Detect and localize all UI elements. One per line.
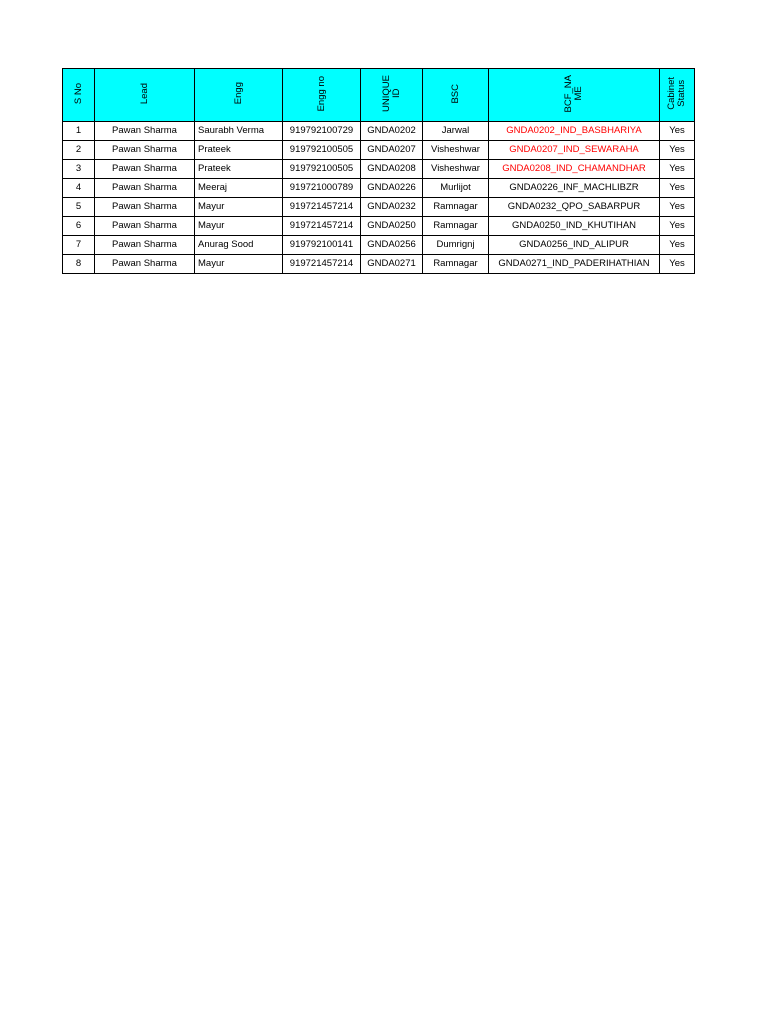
cell-unique-id: GNDA0202 — [361, 122, 423, 141]
header-engg: Engg — [195, 69, 283, 122]
cell-cabinet-status: Yes — [660, 255, 695, 274]
cell-bcf-name: GNDA0250_IND_KHUTIHAN — [489, 217, 660, 236]
table-body — [63, 122, 695, 274]
cell-engg: Anurag Sood — [195, 236, 283, 255]
cell-engg-no: 919721457214 — [283, 217, 361, 236]
cell-lead: Pawan Sharma — [95, 179, 195, 198]
cell-engg-no: 919721000789 — [283, 179, 361, 198]
cell-unique-id: GNDA0232 — [361, 198, 423, 217]
cell-bcf-name: GNDA0271_IND_PADERIHATHIAN — [489, 255, 660, 274]
table-row — [63, 122, 695, 141]
header-bcf-name: BCF_NA ME — [489, 69, 660, 122]
cell-engg-no: 919792100505 — [283, 141, 361, 160]
cell-bsc: Jarwal — [423, 122, 489, 141]
cell-cabinet-status: Yes — [660, 198, 695, 217]
header-engg-no: Engg no — [283, 69, 361, 122]
cell-engg: Mayur — [195, 217, 283, 236]
cell-bcf-name: GNDA0232_QPO_SABARPUR — [489, 198, 660, 217]
cell-bcf-name: GNDA0208_IND_CHAMANDHAR — [489, 160, 660, 179]
cell-unique-id: GNDA0256 — [361, 236, 423, 255]
cell-cabinet-status: Yes — [660, 179, 695, 198]
cell-bcf-name: GNDA0256_IND_ALIPUR — [489, 236, 660, 255]
header-lead: Lead — [95, 69, 195, 122]
header-unique-id: UNIQUE ID — [361, 69, 423, 122]
cell-engg: Prateek — [195, 141, 283, 160]
table-row — [63, 141, 695, 160]
cell-sno: 4 — [63, 179, 95, 198]
cell-lead: Pawan Sharma — [95, 198, 195, 217]
header-cabinet-status: Cabinet Status — [660, 69, 695, 122]
cell-cabinet-status: Yes — [660, 236, 695, 255]
cell-cabinet-status: Yes — [660, 141, 695, 160]
cell-sno: 3 — [63, 160, 95, 179]
cell-unique-id: GNDA0207 — [361, 141, 423, 160]
cell-bcf-name: GNDA0226_INF_MACHLIBZR — [489, 179, 660, 198]
table-row — [63, 198, 695, 217]
cell-unique-id: GNDA0271 — [361, 255, 423, 274]
header-sno: S No — [63, 69, 95, 122]
cell-unique-id: GNDA0208 — [361, 160, 423, 179]
cell-cabinet-status: Yes — [660, 217, 695, 236]
cell-bsc: Visheshwar — [423, 160, 489, 179]
cell-bsc: Ramnagar — [423, 217, 489, 236]
table-row — [63, 217, 695, 236]
cell-cabinet-status: Yes — [660, 160, 695, 179]
header-row — [63, 69, 695, 122]
cell-bsc: Ramnagar — [423, 198, 489, 217]
cell-sno: 7 — [63, 236, 95, 255]
cell-bsc: Murlijot — [423, 179, 489, 198]
cell-engg: Saurabh Verma — [195, 122, 283, 141]
table-row — [63, 179, 695, 198]
table-row — [63, 160, 695, 179]
spreadsheet-table — [62, 68, 695, 274]
cell-lead: Pawan Sharma — [95, 217, 195, 236]
cell-engg: Meeraj — [195, 179, 283, 198]
cell-lead: Pawan Sharma — [95, 236, 195, 255]
cell-engg: Mayur — [195, 255, 283, 274]
header-bsc: BSC — [423, 69, 489, 122]
cell-engg: Mayur — [195, 198, 283, 217]
cell-cabinet-status: Yes — [660, 122, 695, 141]
cell-bsc: Visheshwar — [423, 141, 489, 160]
cell-engg-no: 919792100141 — [283, 236, 361, 255]
cell-engg-no: 919721457214 — [283, 255, 361, 274]
cell-bsc: Dumrignj — [423, 236, 489, 255]
cell-bcf-name: GNDA0207_IND_SEWARAHA — [489, 141, 660, 160]
cell-sno: 2 — [63, 141, 95, 160]
table-row — [63, 236, 695, 255]
cell-engg-no: 919721457214 — [283, 198, 361, 217]
cell-unique-id: GNDA0250 — [361, 217, 423, 236]
cell-lead: Pawan Sharma — [95, 255, 195, 274]
cell-engg: Prateek — [195, 160, 283, 179]
cell-lead: Pawan Sharma — [95, 141, 195, 160]
cell-bsc: Ramnagar — [423, 255, 489, 274]
cell-bcf-name: GNDA0202_IND_BASBHARIYA — [489, 122, 660, 141]
cell-sno: 1 — [63, 122, 95, 141]
table-row — [63, 255, 695, 274]
cell-unique-id: GNDA0226 — [361, 179, 423, 198]
cell-sno: 6 — [63, 217, 95, 236]
cell-sno: 8 — [63, 255, 95, 274]
cell-engg-no: 919792100505 — [283, 160, 361, 179]
cell-lead: Pawan Sharma — [95, 160, 195, 179]
cell-lead: Pawan Sharma — [95, 122, 195, 141]
cell-engg-no: 919792100729 — [283, 122, 361, 141]
cell-sno: 5 — [63, 198, 95, 217]
